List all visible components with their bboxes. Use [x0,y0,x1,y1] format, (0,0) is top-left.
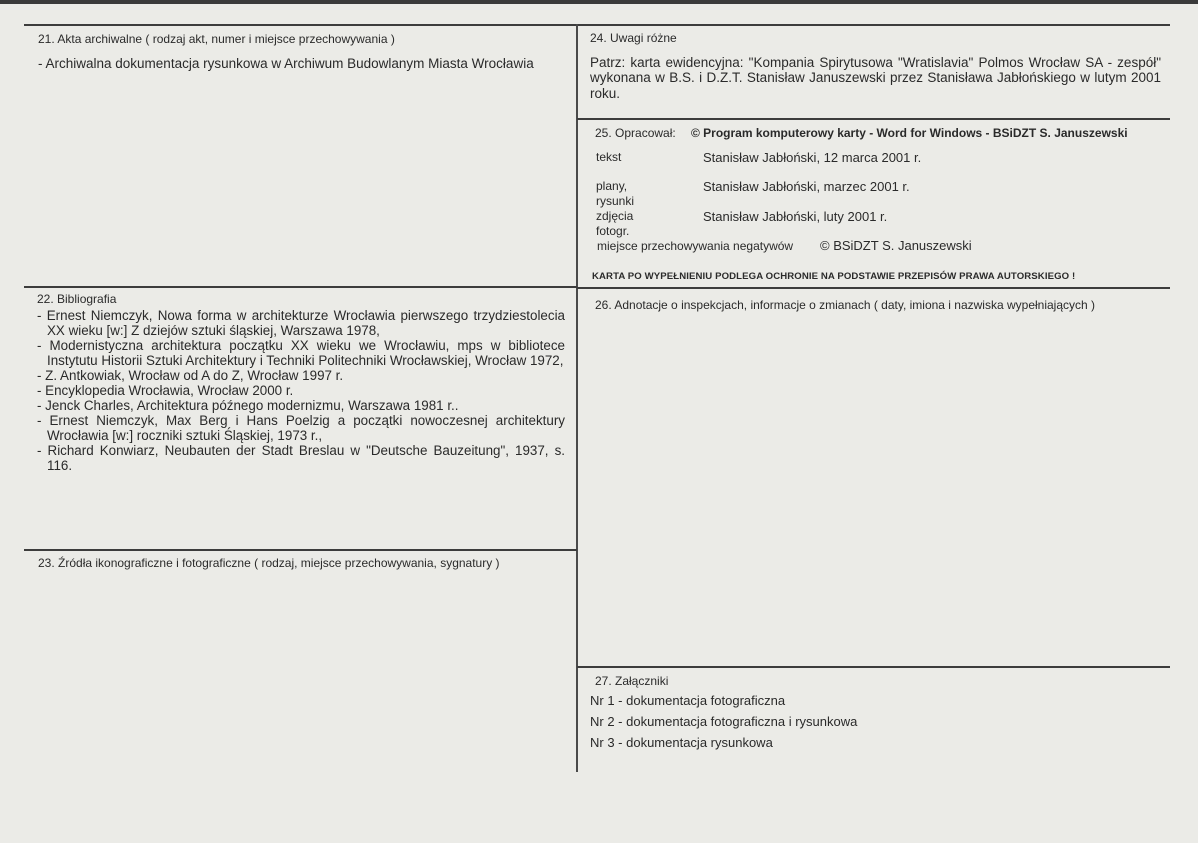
author-row-value: Stanisław Jabłoński, luty 2001 r. [703,209,888,224]
section-21-title: 21. Akta archiwalne ( rodzaj akt, numer i miejsce przechowywania ) [38,32,395,46]
section-23 [38,556,568,571]
attachment-item: Nr 2 - dokumentacja fotograficzna i rysunkowa [590,714,858,729]
author-row-value: Stanisław Jabłoński, marzec 2001 r. [703,179,910,194]
section-26-title: 26. Adnotacje o inspekcjach, informacje o zmianach ( daty, imiona i nazwiska wypełniających ) [595,298,1096,312]
section-23-title: 23. Źródła ikonograficzne i fotograficzne ( rodzaj, miejsce przechowywania, sygnatury ) [38,556,500,570]
section-21 [38,32,566,71]
copyright-warning: KARTA PO WYPEŁNIENIU PODLEGA OCHRONIE NA PODSTAWIE PRZEPISÓW PRAWA AUTORSKIEGO ! [592,271,1076,282]
section-22 [37,292,565,473]
section-27-title: 27. Załączniki [595,674,669,688]
bibliography-item: - Jenck Charles, Architektura późnego modernizmu, Warszawa 1981 r.. [37,398,459,413]
section-25-label: 25. Opracował: [595,126,676,140]
negatives-storage-label: miejsce przechowywania negatywów [597,239,794,253]
author-row-label: plany, rysunki [596,179,635,208]
top-edge [0,0,1198,4]
negatives-storage-value: © BSiDZT S. Januszewski [820,238,972,253]
bibliography-item: - Modernistyczna architektura początku XX wieku we Wrocławiu, mps w bibliotece Instytutu Historii Sztuki Architektury i Techniki Politechniki Wrocławskiej, Wrocław 1972, [37,338,565,368]
divider-26-27 [577,666,1170,668]
author-row-label: tekst [596,150,622,164]
divider-25-26 [577,287,1170,289]
author-row-value: Stanisław Jabłoński, 12 marca 2001 r. [703,150,922,165]
attachment-item: Nr 3 - dokumentacja rysunkowa [590,735,773,750]
program-credit: © Program komputerowy karty - Word for Windows - BSiDZT S. Januszewski [691,126,1128,140]
bibliography-item: - Encyklopedia Wrocławia, Wrocław 2000 r. [37,383,294,398]
section-22-title: 22. Bibliografia [37,292,117,306]
attachment-item: Nr 1 - dokumentacja fotograficzna [590,693,786,708]
top-border [24,24,1170,26]
bibliography-item: - Z. Antkowiak, Wrocław od A do Z, Wrocław 1997 r. [37,368,344,383]
section-24-title: 24. Uwagi różne [590,31,677,45]
bibliography-item: - Richard Konwiarz, Neubauten der Stadt Breslau w "Deutsche Bauzeitung", 1937, s. 116. [37,443,565,473]
divider-24-25 [577,118,1170,120]
bibliography-item: - Ernest Niemczyk, Nowa forma w architekturze Wrocławia pierwszego trzydziestolecia XX wieku [w:] Z dziejów sztuki śląskiej, Warszawa 1978, [37,308,565,338]
divider-21-22 [24,286,577,288]
section-24 [590,31,1161,101]
section-27 [595,674,1165,689]
section-21-text: - Archiwalna dokumentacja rysunkowa w Archiwum Budowlanym Miasta Wrocławia [38,56,534,71]
bibliography-list [37,308,565,473]
center-divider [576,24,578,772]
section-24-text: Patrz: karta ewidencyjna: "Kompania Spirytusowa "Wratislavia" Polmos Wrocław SA - zespół" wykonana w B.S. i D.Z.T. Stanisław Januszewski przez Stanisława Jabłońskiego w lutym 2001 roku. [590,55,1161,101]
author-row-label: zdjęcia fotogr. [596,209,634,238]
bibliography-item: - Ernest Niemczyk, Max Berg i Hans Poelzig a początki nowoczesnej architektury Wrocławia [w:] roczniki sztuki Śląskiej, 1973 r., [37,413,565,443]
section-26 [595,298,1165,313]
divider-22-23 [24,549,577,551]
